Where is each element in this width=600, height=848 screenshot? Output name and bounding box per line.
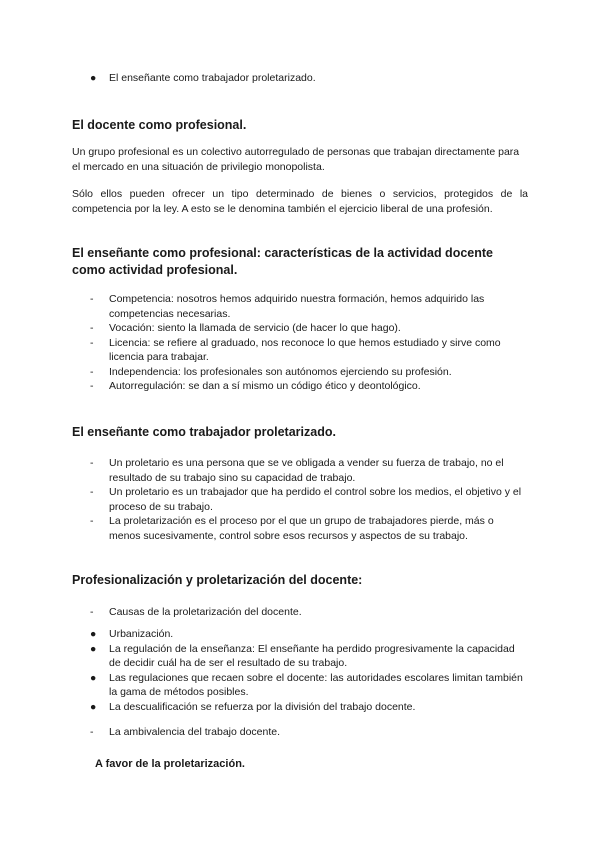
list-item: ● El enseñante como trabajador proletarizado. (90, 72, 316, 84)
list-item: - La proletarización es el proceso por el que un grupo de trabajadores pierde, más o menos sucesivamente, control sobre esos recursos y aspectos de su trabajo. (90, 515, 494, 542)
paragraph-ejercicio-liberal: Sólo ellos pueden ofrecer un tipo determinado de bienes o servicios, protegidos de la competencia por la ley. A esto se le denomina también el ejercicio liberal de una profesión. (72, 188, 528, 215)
dash-marker: - (90, 293, 94, 305)
section-heading-docente-profesional: El docente como profesional. (72, 118, 247, 132)
list-item: - Autorregulación: se dan a sí mismo un código ético y deontológico. (90, 380, 421, 392)
bullet-marker: ● (90, 671, 97, 684)
dash-marker: - (90, 515, 94, 527)
list-item: - La ambivalencia del trabajo docente. (90, 726, 281, 738)
dash-marker: - (90, 726, 94, 738)
ambivalence-list (90, 725, 528, 740)
list-item: - Competencia: nosotros hemos adquirido nuestra formación, hemos adquirido las competencias necesarias. (90, 293, 485, 320)
characteristics-list (90, 292, 528, 394)
section-heading-trabajador-proletarizado: El enseñante como trabajador proletarizado. (72, 425, 336, 439)
list-item: ● La descualificación se refuerza por la división del trabajo docente. (90, 700, 416, 713)
top-bullet-list (90, 71, 528, 86)
list-item: ● La regulación de la enseñanza: El enseñante ha perdido progresivamente la capacidad de decidir cuál ha de ser el resultado de su trabajo. (90, 642, 515, 669)
paragraph-grupo-profesional: Un grupo profesional es un colectivo autorregulado de personas que trabajan directamente para el mercado en una situación de privilegio monopolista. (72, 146, 520, 173)
dash-marker: - (90, 365, 94, 378)
list-item: - Causas de la proletarización del docente. (90, 606, 302, 618)
causes-list (90, 605, 528, 620)
bullet-marker: ● (90, 700, 97, 713)
subheading-a-favor: A favor de la proletarización. (95, 758, 245, 770)
dash-marker: - (90, 322, 94, 334)
dash-marker: - (90, 486, 94, 498)
dash-marker: - (90, 380, 94, 392)
list-item: ● Urbanización. (90, 628, 174, 640)
dash-marker: - (90, 457, 94, 469)
list-item: - Licencia: se refiere al graduado, nos reconoce lo que hemos estudiado y sirve como licencia para trabajar. (90, 336, 501, 363)
bullet-marker: ● (90, 628, 97, 640)
bullet-marker: ● (90, 642, 97, 655)
dash-marker: - (90, 606, 94, 618)
list-item: - Independencia: los profesionales son autónomos ejerciendo su profesión. (90, 365, 452, 378)
section-heading-profesionalizacion: Profesionalización y proletarización del docente: (72, 573, 363, 587)
list-item: - Un proletario es una persona que se ve obligada a vender su fuerza de trabajo, no el resultado de su trabajo sino su capacidad de trabajo. (90, 457, 504, 484)
section-heading-ensenante-profesional: El enseñante como profesional: características de la actividad docente como actividad profesional. (72, 246, 493, 277)
dash-marker: - (90, 336, 94, 349)
proletario-list (90, 456, 528, 543)
list-item: - Vocación: siento la llamada de servicio (de hacer lo que hago). (90, 322, 401, 334)
list-item: ● Las regulaciones que recaen sobre el docente: las autoridades escolares limitan también la gama de métodos posibles. (90, 671, 523, 698)
bullet-marker: ● (90, 72, 97, 84)
list-item: - Un proletario es un trabajador que ha perdido el control sobre los medios, el objetivo y el proceso de su trabajo. (90, 486, 522, 513)
causes-bullet-list (90, 627, 528, 714)
